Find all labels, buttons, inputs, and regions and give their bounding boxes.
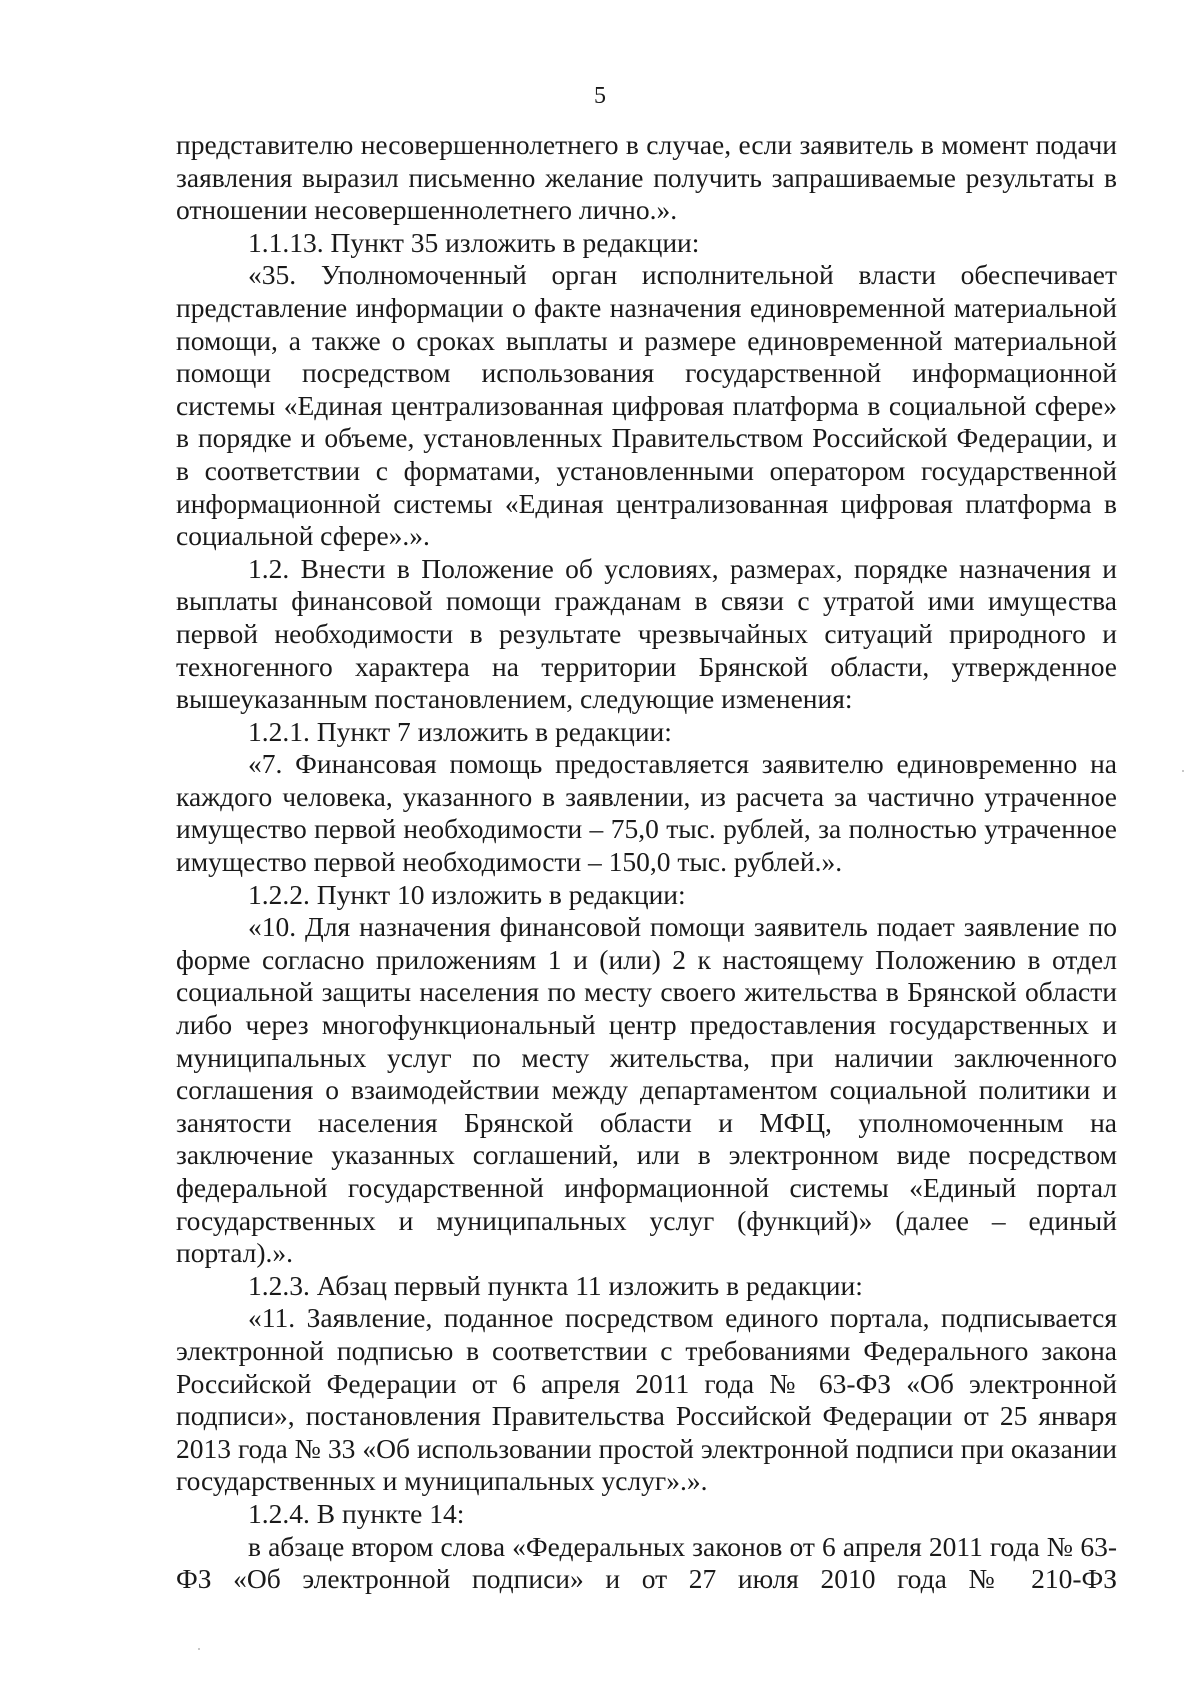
page-number: 5 <box>594 83 606 109</box>
paragraph-item-1-1-13: 1.1.13. Пункт 35 изложить в редакции: <box>248 226 700 258</box>
scan-speck <box>198 1648 200 1650</box>
paragraph-item-1-2-3: 1.2.3. Абзац первый пункта 11 изложить в редакции: <box>248 1269 863 1301</box>
paragraph-continuation: представителю несовершеннолетнего в случае, если заявитель в момент подачи заявления выразил письменно желание получить запрашиваемые результаты в отношении несовершеннолетнего лично.». <box>176 129 1117 226</box>
document-body <box>176 129 1117 1596</box>
paragraph-item-1-2-1: 1.2.1. Пункт 7 изложить в редакции: <box>248 715 672 747</box>
paragraph-clause-7: «7. Финансовая помощь предоставляется заявителю единовременно на каждого человека, указанного в заявлении, из расчета за частично утраченное имущество первой необходимости – 75,0 тыс. рублей, за полностью утраченное имущество первой необходимости – 150,0 тыс. рублей.». <box>176 748 1117 878</box>
paragraph-clause-14-abzac-2: в абзаце втором слова «Федеральных законов от 6 апреля 2011 года № 63-ФЗ «Об электронной подписи» и от 27 июля 2010 года № 210-ФЗ <box>176 1530 1117 1595</box>
paragraph-clause-35: «35. Уполномоченный орган исполнительной власти обеспечивает представление информации о факте назначения единовременной материальной помощи, а также о сроках выплаты и размере единовременной материальной помощи посредством использования государственной информационной системы «Единая централизованная цифровая платформа в социальной сфере» в порядке и объеме, установленных Правительством Российской Федерации, и в соответствии с форматами, установленными оператором государственной информационной системы «Единая централизованная цифровая платформа в социальной сфере».». <box>176 259 1117 552</box>
paragraph-item-1-2-4: 1.2.4. В пункте 14: <box>248 1497 465 1529</box>
paragraph-item-1-2-2: 1.2.2. Пункт 10 изложить в редакции: <box>248 878 686 910</box>
paragraph-clause-11: «11. Заявление, поданное посредством единого портала, подписывается электронной подписью в соответствии с требованиями Федерального закона Российской Федерации от 6 апреля 2011 года № 63-ФЗ «Об электронной подписи», постановления Правительства Российской Федерации от 25 января 2013 года № 33 «Об использовании простой электронной подписи при оказании государственных и муниципальных услуг».». <box>176 1302 1117 1497</box>
scan-speck <box>1182 770 1184 772</box>
paragraph-item-1-2: 1.2. Внести в Положение об условиях, размерах, порядке назначения и выплаты финансовой помощи гражданам в связи с утратой ими имущества первой необходимости в результате чрезвычайных ситуаций природного и техногенного характера на территории Брянской области, утвержденное вышеуказанным постановлением, следующие изменения: <box>176 552 1117 715</box>
paragraph-clause-10: «10. Для назначения финансовой помощи заявитель подает заявление по форме согласно приложениям 1 и (или) 2 к настоящему Положению в отдел социальной защиты населения по месту своего жительства в Брянской области либо через многофункциональный центр предоставления государственных и муниципальных услуг по месту жительства, при наличии заключенного соглашения о взаимодействии между департаментом социальной политики и занятости населения Брянской области и МФЦ, уполномоченным на заключение указанных соглашений, или в электронном виде посредством федеральной государственной информационной системы «Единый портал государственных и муниципальных услуг (функций)» (далее – единый портал).». <box>176 911 1117 1269</box>
